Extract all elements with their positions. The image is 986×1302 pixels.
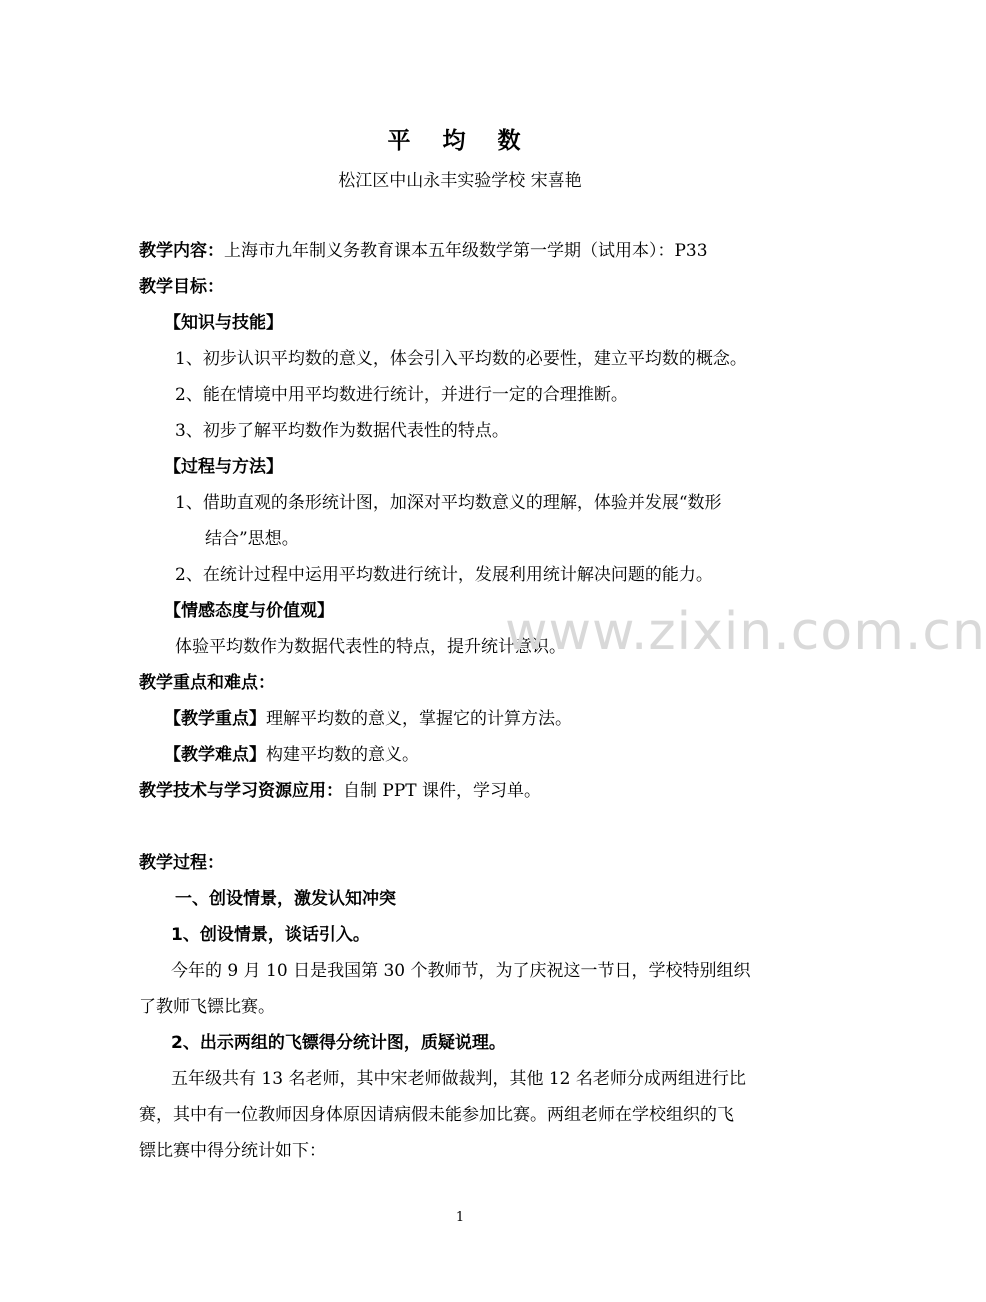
key-difficulty-label: 教学重点和难点： bbox=[139, 673, 275, 693]
page-number: 1 bbox=[455, 1210, 465, 1225]
emotion-text: 体验平均数作为数据代表性的特点，提升统计意识。 bbox=[175, 637, 566, 657]
key-point-text: 理解平均数的意义，掌握它的计算方法。 bbox=[266, 709, 572, 729]
emotion-heading: 【情感态度与价值观】 bbox=[164, 601, 334, 621]
watermark-text: www.zixin.com.cn bbox=[505, 602, 986, 662]
process-heading: 【过程与方法】 bbox=[164, 457, 283, 477]
difficulty-label: 【教学难点】 bbox=[164, 745, 266, 765]
procedure-label: 教学过程： bbox=[139, 853, 224, 873]
content-line bbox=[139, 241, 708, 261]
paragraph-line: 今年的 9 月 10 日是我国第 30 个教师节，为了庆祝这一节日，学校特别组织 bbox=[171, 961, 751, 981]
paragraph-line: 赛，其中有一位教师因身体原因请病假未能参加比赛。两组老师在学校组织的飞 bbox=[139, 1105, 734, 1125]
tech-text: 自制 PPT 课件，学习单。 bbox=[343, 781, 542, 801]
key-point-line bbox=[164, 709, 572, 729]
knowledge-heading: 【知识与技能】 bbox=[164, 313, 283, 333]
knowledge-item: 1、初步认识平均数的意义，体会引入平均数的必要性，建立平均数的概念。 bbox=[175, 349, 747, 369]
process-item: 1、借助直观的条形统计图，加深对平均数意义的理解，体验并发展“数形 bbox=[175, 493, 722, 513]
step-heading: 2、出示两组的飞镖得分统计图，质疑说理。 bbox=[171, 1033, 506, 1053]
difficulty-text: 构建平均数的意义。 bbox=[266, 745, 419, 765]
paragraph-line: 了教师飞镖比赛。 bbox=[139, 997, 275, 1017]
content-label: 教学内容： bbox=[139, 241, 224, 261]
paragraph-line: 镖比赛中得分统计如下： bbox=[139, 1141, 326, 1161]
difficulty-line bbox=[164, 745, 419, 765]
tech-line bbox=[139, 781, 541, 801]
step-heading: 1、创设情景，谈话引入。 bbox=[171, 925, 370, 945]
process-item-continued: 结合”思想。 bbox=[205, 529, 299, 549]
knowledge-item: 2、能在情境中用平均数进行统计，并进行一定的合理推断。 bbox=[175, 385, 628, 405]
document-title: 平 均 数 bbox=[387, 128, 533, 154]
knowledge-item: 3、初步了解平均数作为数据代表性的特点。 bbox=[175, 421, 509, 441]
key-point-label: 【教学重点】 bbox=[164, 709, 266, 729]
paragraph-line: 五年级共有 13 名老师，其中宋老师做裁判，其他 12 名老师分成两组进行比 bbox=[171, 1069, 746, 1089]
author-line: 松江区中山永丰实验学校 宋喜艳 bbox=[338, 171, 582, 191]
goals-label: 教学目标： bbox=[139, 277, 224, 297]
tech-label: 教学技术与学习资源应用： bbox=[139, 781, 343, 801]
process-item: 2、在统计过程中运用平均数进行统计，发展利用统计解决问题的能力。 bbox=[175, 565, 713, 585]
content-value: 上海市九年制义务教育课本五年级数学第一学期（试用本）：P33 bbox=[224, 241, 708, 261]
section-heading: 一、创设情景，激发认知冲突 bbox=[175, 889, 396, 909]
